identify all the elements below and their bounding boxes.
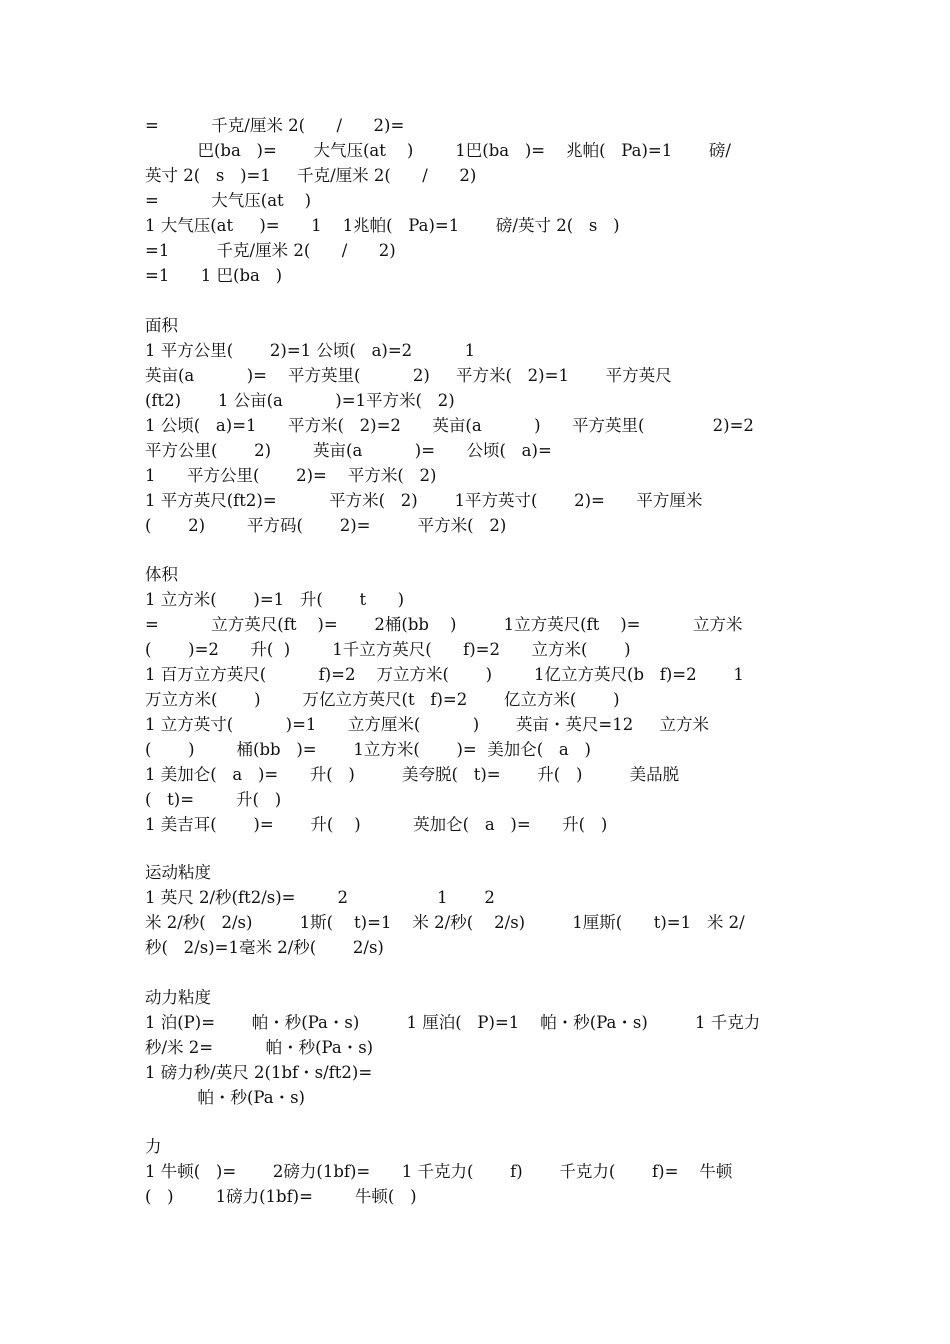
text-line: ( t)= 升( ): [145, 790, 282, 809]
section-heading: 力: [145, 1137, 162, 1156]
text-line: =1 千克/厘米 2( / 2): [145, 241, 396, 260]
text-line: 秒( 2/s)=1毫米 2/秒( 2/s): [145, 938, 384, 957]
text-line: 平方公里( 2) 英亩(a )= 公顷( a)=: [145, 441, 552, 460]
text-line: 1 百万立方英尺( f)=2 万立方米( ) 1亿立方英尺(b f)=2 1: [145, 665, 744, 684]
text-line: (ft2) 1 公亩(a )=1平方米( 2): [145, 391, 455, 410]
text-line: ( ) 1磅力(1bf)= 牛顿( ): [145, 1187, 417, 1206]
section-heading: 运动粘度: [145, 863, 211, 882]
text-line: 米 2/秒( 2/s) 1斯( t)=1 米 2/秒( 2/s) 1厘斯( t)=1 米 2/: [145, 913, 745, 932]
text-line: 巴(ba )= 大气压(at ) 1巴(ba )= 兆帕( Pa)=1 磅/: [145, 141, 731, 160]
text-line: = 大气压(at ): [145, 191, 312, 210]
text-line: ( )=2 升( ) 1千立方英尺( f)=2 立方米( ): [145, 640, 631, 659]
text-line: 英亩(a )= 平方英里( 2) 平方米( 2)=1 平方英尺: [145, 366, 672, 385]
section-kinematic-viscosity: [145, 860, 815, 960]
text-line: =1 1 巴(ba ): [145, 266, 283, 285]
text-line: 1 牛顿( )= 2磅力(1bf)= 1 千克力( f) 千克力( f)= 牛顿: [145, 1162, 733, 1181]
text-line: 1 立方米( )=1 升( t ): [145, 590, 405, 609]
section-volume: [145, 562, 815, 837]
text-line: 秒/米 2= 帕・秒(Pa・s): [145, 1038, 374, 1057]
section-dynamic-viscosity: [145, 985, 815, 1110]
text-line: 1 平方公里( 2)=1 公顷( a)=2 1: [145, 341, 476, 360]
text-line: 1 美吉耳( )= 升( ) 英加仑( a )= 升( ): [145, 815, 608, 834]
text-line: ( ) 桶(bb )= 1立方米( )= 美加仑( a ): [145, 740, 591, 759]
section-heading: 动力粘度: [145, 988, 211, 1007]
text-line: 1 立方英寸( )=1 立方厘米( ) 英亩・英尺=12 立方米: [145, 715, 709, 734]
text-line: 英寸 2( s )=1 千克/厘米 2( / 2): [145, 166, 477, 185]
text-line: 帕・秒(Pa・s): [145, 1088, 305, 1107]
text-line: ( 2) 平方码( 2)= 平方米( 2): [145, 516, 507, 535]
section-area: [145, 313, 815, 538]
text-line: 1 美加仑( a )= 升( ) 美夸脱( t)= 升( ) 美品脱: [145, 765, 680, 784]
text-line: 1 泊(P)= 帕・秒(Pa・s) 1 厘泊( P)=1 帕・秒(Pa・s) 1 千克力: [145, 1013, 761, 1032]
text-line: 1 大气压(at )= 1 1兆帕( Pa)=1 磅/英寸 2( s ): [145, 216, 620, 235]
text-line: 万立方米( ) 万亿立方英尺(t f)=2 亿立方米( ): [145, 690, 620, 709]
text-line: 1 平方英尺(ft2)= 平方米( 2) 1平方英寸( 2)= 平方厘米: [145, 491, 703, 510]
text-line: 1 英尺 2/秒(ft2/s)= 2 1 2: [145, 888, 495, 907]
section-heading: 体积: [145, 565, 178, 584]
text-line: = 立方英尺(ft )= 2桶(bb ) 1立方英尺(ft )= 立方米: [145, 615, 743, 634]
text-line: 1 公顷( a)=1 平方米( 2)=2 英亩(a ) 平方英里( 2)=2: [145, 416, 754, 435]
text-line: 1 平方公里( 2)= 平方米( 2): [145, 466, 437, 485]
section-heading: 面积: [145, 316, 178, 335]
section-pressure: [145, 113, 815, 288]
section-force: [145, 1134, 815, 1209]
text-line: 1 磅力秒/英尺 2(1bf・s/ft2)=: [145, 1063, 373, 1082]
text-line: = 千克/厘米 2( / 2)=: [145, 116, 405, 135]
